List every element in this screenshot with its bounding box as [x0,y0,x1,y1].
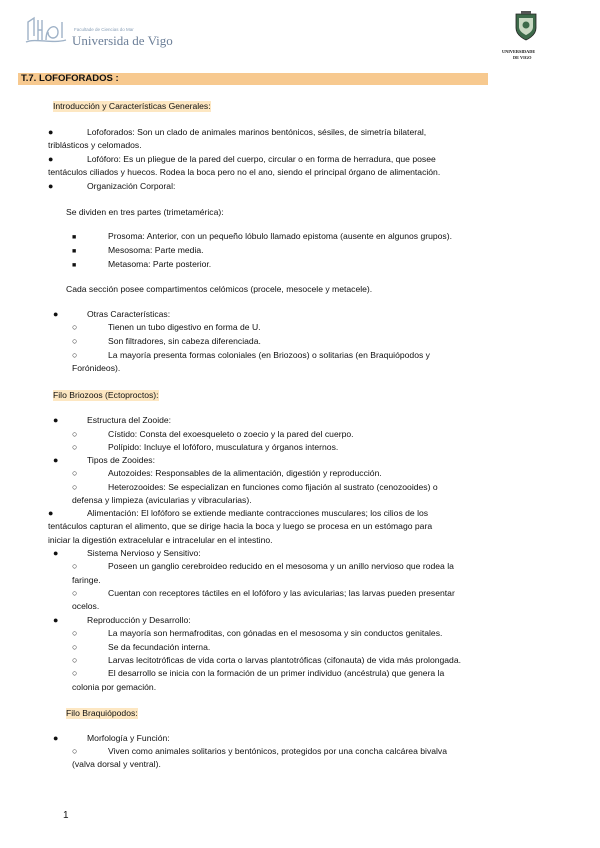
seal-line-2: DE VIGO [513,55,532,60]
other-heading: Otras Características: [87,309,171,319]
circle-bullet-icon: ○ [72,642,78,652]
brio-bullet-2-sub-2-cont: defensa y limpieza (avicularias y vibracularias). [72,495,252,505]
brio-bullet-5-sub-3: Larvas lecitotróficas de vida corta o larvas plantotróficas (cifonauta) de vida más prolongada. [108,655,462,665]
intro-bullet-3: Organización Corporal: [87,181,176,191]
intro-bullet-2: Lofóforo: Es un pliegue de la pared del cuerpo, circular o en forma de herradura, que posee [87,154,436,164]
other-sub-1: Tienen un tubo digestivo en forma de U. [108,322,261,332]
intro-heading: Introducción y Características Generales: [53,101,211,111]
brio-bullet-2-sub-2: Heterozooides: Se especializan en funciones como fijación al sustrato (cenozooides) o [108,482,438,492]
brio-bullet-5-sub-4-cont: colonia por gemación. [72,682,157,692]
brio-bullet-2-sub-1: Autozoides: Responsables de la alimentación, digestión y reproducción. [108,468,382,478]
brio-bullet-5: Reproducción y Desarrollo: [87,615,191,625]
bullet-icon: ● [53,615,59,625]
circle-bullet-icon: ○ [72,482,78,492]
org-sub-1: Prosoma: Anterior, con un pequeño lóbulo llamado epistoma (ausente en algunos grupos). [108,231,452,241]
bullet-icon: ● [48,181,54,191]
circle-bullet-icon: ○ [72,655,78,665]
square-bullet-icon: ■ [72,262,77,269]
braq-bullet-1: Morfología y Función: [87,733,170,743]
circle-bullet-icon: ○ [72,588,78,598]
bullet-icon: ● [48,154,54,164]
circle-bullet-icon: ○ [72,322,78,332]
org-sub-2: Mesosoma: Parte media. [108,245,204,255]
bullet-icon: ● [48,127,54,137]
brio-bullet-4-sub-2-cont: ocelos. [72,601,100,611]
briozoos-heading: Filo Briozoos (Ectoproctos): [53,390,159,400]
brio-bullet-3: Alimentación: El lofóforo se extiende mediante contracciones musculares; los cilios de los [87,508,429,518]
faculty-name: Facultade de Ciencias do Mar [74,27,134,32]
square-bullet-icon: ■ [72,234,77,241]
brio-bullet-4: Sistema Nervioso y Sensitivo: [87,548,201,558]
circle-bullet-icon: ○ [72,350,78,360]
university-name: Universida de Vigo [72,33,173,48]
bullet-icon: ● [53,548,59,558]
other-sub-3-cont: Forónideos). [72,363,121,373]
bullet-icon: ● [53,455,59,465]
brio-bullet-4-sub-1: Poseen un ganglio cerebroideo reducido en el mesosoma y un anillo nervioso que rodea la [108,561,454,571]
circle-bullet-icon: ○ [72,561,78,571]
page-number: 1 [63,810,69,821]
bullet-icon: ● [53,415,59,425]
brio-bullet-1: Estructura del Zooide: [87,415,172,425]
org-sub-3: Metasoma: Parte posterior. [108,259,212,269]
page-title: T.7. LOFOFORADOS : [21,73,119,84]
brio-bullet-1-sub-2: Polípido: Incluye el lofóforo, musculatura y órganos internos. [108,442,339,452]
seal-icon [514,10,538,42]
circle-bullet-icon: ○ [72,336,78,346]
brio-bullet-5-sub-4: El desarrollo se inicia con la formación de un primer individuo (ancéstrula) que genera la [108,668,445,678]
circle-bullet-icon: ○ [72,628,78,638]
circle-bullet-icon: ○ [72,429,78,439]
faculty-logo-icon [24,14,68,46]
braq-bullet-1-sub-1: Viven como animales solitarios y bentónicos, protegidos por una concha calcárea bivalva [108,746,448,756]
braq-bullet-1-sub-1-cont: (valva dorsal y ventral). [72,759,161,769]
seal-line-1: UNIVERSIDADE [502,49,536,54]
university-seal [514,10,538,47]
brio-bullet-1-sub-1: Cístido: Consta del exoesqueleto o zoecio y la pared del cuerpo. [108,429,354,439]
bullet-icon: ● [53,733,59,743]
brio-bullet-3-cont-1: tentáculos capturan el alimento, que se dirige hacia la boca y luego se procesa en un estómago para [48,521,433,531]
circle-bullet-icon: ○ [72,668,78,678]
intro-bullet-1: Lofoforados: Son un clado de animales marinos bentónicos, sésiles, de simetría bilateral, [87,127,427,137]
circle-bullet-icon: ○ [72,746,78,756]
brio-bullet-4-sub-2: Cuentan con receptores táctiles en el lofóforo y las avicularias; las larvas pueden presentar [108,588,455,598]
other-sub-2: Son filtradores, sin cabeza diferenciada. [108,336,261,346]
other-sub-3: La mayoría presenta formas coloniales (en Briozoos) o solitarias (en Braquiópodos y [108,350,430,360]
bullet-icon: ● [53,309,59,319]
brio-bullet-3-cont-2: iniciar la digestión extracelular e intracelular en el intestino. [48,535,273,545]
org-paragraph-1: Se dividen en tres partes (trimetamérica): [66,207,224,217]
brio-bullet-4-sub-1-cont: faringe. [72,575,101,585]
faculty-logo [24,14,68,51]
intro-bullet-2-cont: tentáculos ciliados y huecos. Rodea la boca pero no el ano, siendo el principal órgano de alimentación. [48,167,441,177]
circle-bullet-icon: ○ [72,468,78,478]
brio-bullet-2: Tipos de Zooides: [87,455,155,465]
intro-bullet-1-cont: triblásticos y celomados. [48,140,142,150]
org-paragraph-2: Cada sección posee compartimentos celómicos (procele, mesocele y metacele). [66,284,373,294]
brio-bullet-5-sub-2: Se da fecundación interna. [108,642,211,652]
square-bullet-icon: ■ [72,248,77,255]
circle-bullet-icon: ○ [72,442,78,452]
bullet-icon: ● [48,508,54,518]
braquiopodos-heading: Filo Braquiópodos: [66,708,138,718]
brio-bullet-5-sub-1: La mayoría son hermafroditas, con gónadas en el mesosoma y sin conductos genitales. [108,628,443,638]
